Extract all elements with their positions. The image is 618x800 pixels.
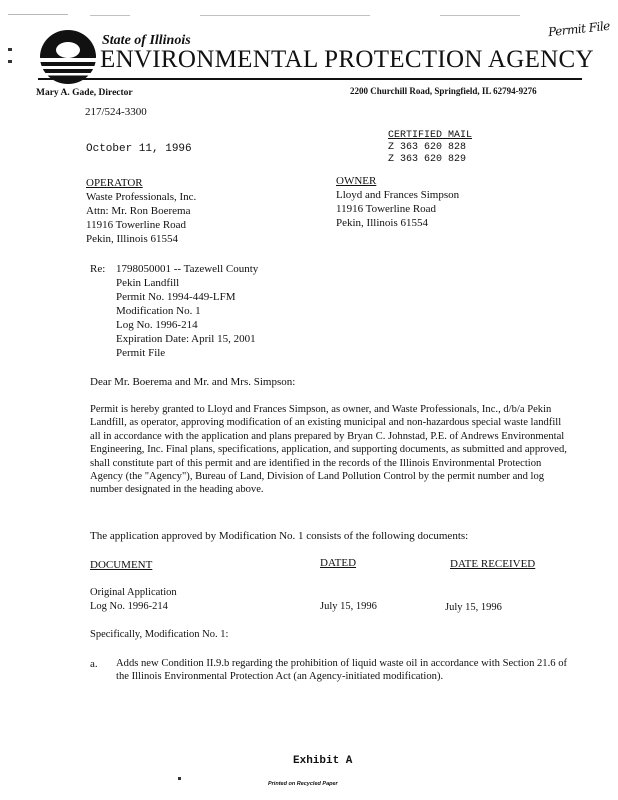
owner-heading: OWNER: [336, 175, 377, 187]
re-line: Pekin Landfill: [116, 277, 180, 289]
scan-artifact: [8, 48, 12, 51]
column-header-document: DOCUMENT: [90, 559, 153, 571]
item-marker: a.: [90, 658, 98, 670]
column-header-dated: DATED: [320, 557, 357, 569]
scan-artifact: [8, 14, 68, 15]
table-cell-document: Log No. 1996-214: [90, 601, 168, 612]
owner-line: Pekin, Illinois 61554: [336, 217, 428, 229]
agency-phone: 217/524-3300: [85, 106, 147, 118]
scan-artifact: [440, 15, 520, 16]
letterhead-state: State of Illinois: [102, 33, 191, 48]
scan-artifact: [200, 15, 370, 16]
letterhead-rule: [38, 78, 582, 80]
re-line: Permit No. 1994-449-LFM: [116, 291, 236, 303]
exhibit-label: Exhibit A: [293, 755, 353, 767]
item-a-text: Adds new Condition II.9.b regarding the prohibition of liquid waste oil in accordance with Section 21.6 of the Illinois Environmental Protection Act (an Agency-initiated modification).: [116, 658, 568, 683]
scan-artifact: [178, 777, 181, 780]
certified-mail-label: CERTIFIED MAIL: [388, 130, 473, 141]
owner-line: 11916 Towerline Road: [336, 203, 437, 215]
agency-address: 2200 Churchill Road, Springfield, IL 62794-9276: [350, 86, 537, 96]
operator-heading: OPERATOR: [86, 177, 143, 189]
operator-line: Waste Professionals, Inc.: [86, 191, 197, 203]
scan-artifact: [90, 15, 130, 16]
table-cell-dated: July 15, 1996: [320, 601, 377, 612]
operator-line: Attn: Mr. Ron Boerema: [86, 205, 191, 217]
operator-line: 11916 Towerline Road: [86, 219, 187, 231]
director-name: Mary A. Gade, Director: [36, 88, 133, 98]
salutation: Dear Mr. Boerema and Mr. and Mrs. Simpson:: [90, 376, 296, 388]
column-header-date-received: DATE RECEIVED: [450, 558, 536, 570]
handwritten-note: Permit File: [547, 18, 611, 40]
re-line: Permit File: [116, 347, 166, 359]
certified-mail-number: Z 363 620 828: [388, 142, 467, 153]
re-line: Modification No. 1: [116, 305, 201, 317]
certified-mail-number: Z 363 620 829: [388, 154, 467, 165]
letterhead-agency: ENVIRONMENTAL PROTECTION AGENCY: [100, 46, 594, 73]
specifically-line: Specifically, Modification No. 1:: [90, 629, 229, 640]
letter-date: October 11, 1996: [86, 143, 192, 155]
owner-line: Lloyd and Frances Simpson: [336, 189, 460, 201]
table-cell-document: Original Application: [90, 587, 177, 598]
re-label: Re:: [90, 263, 106, 275]
re-line: Log No. 1996-214: [116, 319, 198, 331]
re-line: 1798050001 -- Tazewell County: [116, 263, 259, 275]
re-line: Expiration Date: April 15, 2001: [116, 333, 256, 345]
scan-artifact: [8, 60, 12, 63]
recycled-paper-footer: Printed on Recycled Paper: [268, 781, 338, 787]
documents-intro: The application approved by Modification No. 1 consists of the following documents:: [90, 530, 469, 542]
body-paragraph: Permit is hereby granted to Lloyd and Frances Simpson, as owner, and Waste Professionals, Inc., d/b/a Pekin Landfill, as operator, approving modification of an existing municipal and non-hazardous special waste landfill all in accordance with the application and plans prepared by Bryan C. Johnstad, P.E. of Andrews Environmental Engineering, Inc. Final plans, specifications, application, and supporting documents, as submitted and approved, shall constitute part of this permit and are identified in the records of the Illinois Environmental Protection Agency (the "Agency"), Bureau of Land, Division of Land Pollution Control by the permit number and log number designated in the heading above.: [90, 404, 567, 496]
table-cell-received: July 15, 1996: [445, 602, 502, 613]
operator-line: Pekin, Illinois 61554: [86, 233, 178, 245]
